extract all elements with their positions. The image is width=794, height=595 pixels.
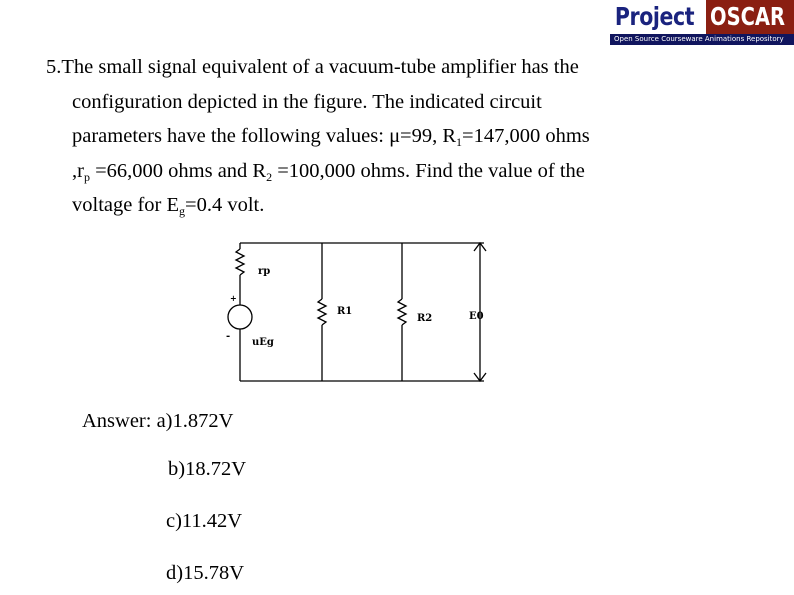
voltage-source-circle (228, 305, 252, 329)
answer-a: Answer: a)1.872V (82, 410, 234, 432)
answer-d: d)15.78V (166, 562, 245, 584)
source-plus-sign: + (230, 293, 237, 303)
question-line-2: configuration depicted in the figure. The indicated circuit (72, 90, 542, 113)
r1-resistor (318, 299, 326, 325)
logo-word-project: Project (610, 0, 689, 34)
logo-tagline: Open Source Courseware Animations Repository (610, 34, 794, 45)
answer-b: b)18.72V (168, 458, 247, 480)
question-line-3: parameters have the following values: μ=99, $R_1=147,000$ ohms (72, 125, 590, 149)
logo-word-oscar: OSCAR (706, 0, 794, 34)
question-line-4: $,r_p =66,000$ ohms and $R_2 =100,000$ ohms. Find the value of the (72, 159, 585, 184)
rp-label: rp (258, 266, 271, 277)
r1-label: R1 (337, 306, 353, 317)
circuit-diagram (222, 233, 502, 388)
e0-label: E0 (469, 311, 484, 322)
project-oscar-logo (610, 0, 794, 46)
question-text (46, 50, 706, 223)
source-label: uEg (252, 337, 274, 348)
answer-c: c)11.42V (166, 510, 243, 532)
question-line-5: voltage for $E_g=0.4$ volt. (72, 194, 265, 218)
question-line-1: 5.The small signal equivalent of a vacuum-tube amplifier has the (46, 56, 579, 78)
source-minus-sign: - (226, 331, 231, 342)
rp-resistor (236, 249, 244, 275)
r2-label: R2 (417, 313, 433, 324)
r2-resistor (398, 299, 406, 325)
